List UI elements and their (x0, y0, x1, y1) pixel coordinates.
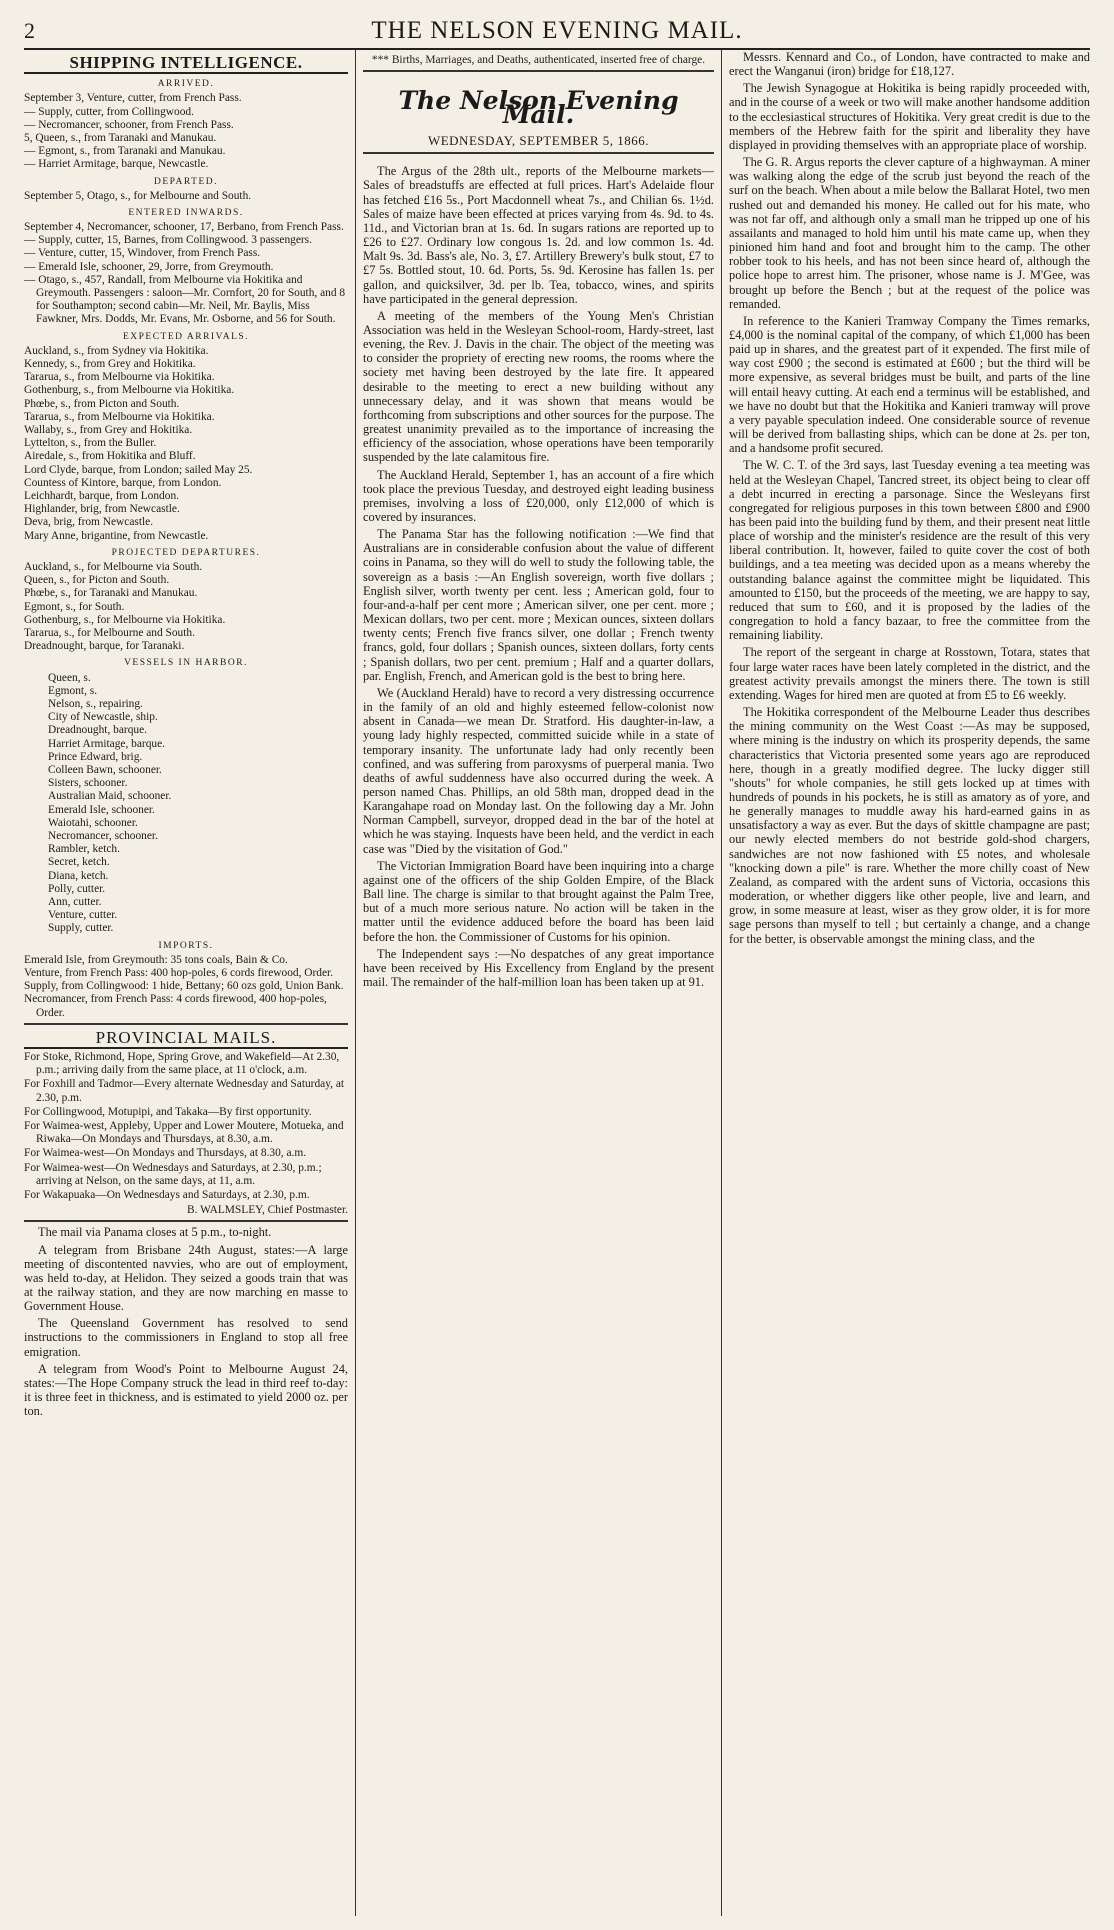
editorial-masthead: The Nelson Evening Mail. (398, 85, 679, 129)
article-paragraph: The Panama Star has the following notification :—We find that Australians are in considerable confusion about the value of different coins in Panama, so they will do well to study the following table, the sovereign as a basis :—An English sovereign, worth five dollars ; English silver, worth twenty per cent. less ; American gold, four to four-and-a-half per cent more ; American silver, one per cent. more ; Mexican dollars, two per cent. more ; Mexican ounces, sixteen dollars twenty cents; French five francs silver, one dollar ; French twenty francs, gold, four dollars ; Spanish ounces, sixteen dollars, forty cents ; Spanish dollars, two per cent. premium ; Half and a quarter dollars, par. English, French, and American gold is the best to bring here. (363, 527, 714, 683)
mail-entry: For Stoke, Richmond, Hope, Spring Grove, and Wakefield—At 2.30, p.m.; arriving daily from the same place, at 11 o'clock, a.m. (24, 1051, 340, 1077)
article-paragraph: A telegram from Wood's Point to Melbourne August 24, states:—The Hope Company struck the lead in third reef to-day: it is three feet in thickness, and is estimated to yield 2000 oz. per ton. (24, 1361, 348, 1419)
entered-head: ENTERED INWARDS. (128, 207, 244, 218)
departed-head: DEPARTED. (153, 176, 219, 187)
article-paragraph: The G. R. Argus reports the clever capture of a highwayman. A miner was walking along the edge of the scrub just beyond the reach of the surf on the beach. When about a mile below the Ballarat Hotel, two men rushed out and demanded his money. He called out for his mate, who was not far off, and although only a small man he tripped up one of his assailants and managed to hold him until his mate came up, when they pinioned him hand and foot and brought him to the camp. The other robber took to his heels, and has not been since heard of, although the police hope to arrest him. The prisoner, whose name is J. M'Gee, was brought up before the Bench ; but at the request of the police was remanded. (729, 155, 1090, 311)
vessels-head: VESSELS IN HARBOR. (124, 658, 248, 669)
vessel-entry: Emerald Isle, schooner. (48, 803, 155, 816)
import-entry: Necromancer, from French Pass: 4 cords firewood, 400 hop-poles, Order. (24, 993, 327, 1019)
vessel-entry: Sisters, schooner. (48, 777, 128, 790)
arrived-list (24, 92, 348, 171)
mails-title: PROVINCIAL MAILS. (24, 1031, 348, 1049)
expected-entry: Tararua, s., from Melbourne via Hokitika. (24, 371, 215, 384)
projected-entry: Dreadnought, barque, for Taranaki. (24, 640, 185, 653)
projected-entry: Egmont, s., for South. (24, 600, 125, 613)
article-paragraph: The report of the sergeant in charge at Rosstown, Totara, states that four large water races have been lately completed in the district, and the greatest activity prevails amongst the miners there. The town is still extending. Wages for hired men are quoted at from £5 to £6 weekly. (729, 645, 1090, 702)
article-paragraph: The mail via Panama closes at 5 p.m., to-night. (38, 1225, 272, 1240)
vessel-entry: Polly, cutter. (48, 882, 106, 895)
expected-entry: Highlander, brig, from Newcastle. (24, 503, 180, 516)
article-paragraph: Messrs. Kennard and Co., of London, have contracted to make and erect the Wanganui (iron) bridge for £18,127. (729, 50, 1090, 79)
mail-entry: For Collingwood, Motupipi, and Takaka—By first opportunity. (24, 1105, 312, 1118)
mail-entry: For Foxhill and Tadmor—Every alternate Wednesday and Saturday, at 2.30, p.m. (24, 1078, 345, 1104)
entered-list (24, 221, 348, 327)
entered-entry: — Emerald Isle, schooner, 29, Jorre, from Greymouth. (24, 260, 274, 273)
projected-entry: Tararua, s., for Melbourne and South. (24, 627, 195, 640)
vessel-entry: Colleen Bawn, schooner. (48, 764, 162, 777)
vessel-entry: Harriet Armitage, barque. (48, 737, 166, 750)
arrival-entry: 5, Queen, s., from Taranaki and Manukau. (24, 131, 217, 144)
projected-list (24, 561, 348, 653)
expected-entry: Airedale, s., from Hokitika and Bluff. (24, 450, 196, 463)
article-paragraph: A telegram from Brisbane 24th August, states:—A large meeting of discontented navvies, who are out of employment, was held to-day, at Helidon. They seized a goods train that was at the railway station, and they are now marching en masse to Government House. (24, 1242, 348, 1314)
article-paragraph: The Victorian Immigration Board have been inquiring into a charge against one of the officers of the ship Golden Empire, of the Black Ball line. The charge is similar to that brought against the Palm Tree, but of a much more serious nature. No action will be taken in the matter until the evidence adduced before the board has been laid before the hon. the Commissioner of Customs for his opinion. (363, 858, 714, 944)
arrival-entry: — Egmont, s., from Taranaki and Manukau. (24, 145, 226, 158)
expected-entry: Gothenburg, s., from Melbourne via Hokitika. (24, 384, 235, 397)
expected-list (24, 345, 348, 543)
vessel-entry: Australian Maid, schooner. (48, 790, 172, 803)
column-2-articles (363, 164, 714, 989)
mail-entry: For Wakapuaka—On Wednesdays and Saturdays, at 2.30, p.m. (24, 1189, 310, 1202)
expected-entry: Auckland, s., from Sydney via Hokitika. (24, 344, 209, 357)
column-3 (722, 50, 1090, 1916)
imports-head: IMPORTS. (158, 940, 214, 951)
postmaster-signature: B. WALMSLEY, Chief Postmaster. (187, 1204, 348, 1217)
column-1 (24, 50, 356, 1916)
article-paragraph: The Auckland Herald, September 1, has an account of a fire which took place the previous Tuesday, and destroyed eight leading business premises, involving a loss of £20,000, only £12,000 of which is covered by insurances. (363, 467, 714, 525)
entered-entry: — Supply, cutter, 15, Barnes, from Collingwood. 3 passengers. (24, 234, 312, 247)
departure-entry: September 5, Otago, s., for Melbourne and South. (24, 189, 252, 202)
article-paragraph: We (Auckland Herald) have to record a very distressing occurrence in the family of an old and highly esteemed fellow-colonist now absent in Canada—we mean Dr. Stratford. His daughter-in-law, a young lady highly respected, committed suicide while in a state of temporary insanity. The unfortunate lady had only recently been confined, and was suffering from paroxysms of puerperal mania. Two deaths of awful suddenness have also occurred during the week. A person named Chas. Phillips, an old 58th man, dropped dead in the Karangahape road on Monday last. On the following day a Mr. John Norman Campbell, surveyor, dropped dead in the bar of the hotel at which he was staying. Inquests have been held, and the verdict in each case was "Died by the visitation of God." (363, 685, 714, 856)
projected-entry: Queen, s., for Picton and South. (24, 574, 170, 587)
expected-entry: Leichhardt, barque, from London. (24, 490, 179, 503)
projected-entry: Auckland, s., for Melbourne via South. (24, 561, 203, 574)
vessel-entry: Waiotahi, schooner. (48, 816, 138, 829)
article-paragraph: The W. C. T. of the 3rd says, last Tuesday evening a tea meeting was held at the Wesleyan Chapel, Tancred street, its object being to clear off a debt incurred in erecting a parsonage. Since the Wesleyans first congregated for religious purposes in this town between £800 and £900 has been paid into the building fund by them, and their present neat little place of worship and the minister's residence are the result of this very liberal contribution. It, however, failed to quite cover the cost of both buildings, and a tea meeting was decided upon as a means whereby the outstanding balance against the committee might be liquidated. This amounted to £150, but the proceeds of the meeting, we are happy to say, reduced that sum to £60, and it is proposed by the ladies of the congregation to hold a fancy bazaar, to free the committee from the remaining liability. (729, 458, 1090, 643)
vessel-entry: Nelson, s., repairing. (48, 698, 143, 711)
vessel-entry: Rambler, ketch. (48, 843, 120, 856)
expected-entry: Phœbe, s., from Picton and South. (24, 397, 180, 410)
section-divider (24, 1023, 348, 1025)
births-notice: *** Births, Marriages, and Deaths, authenticated, inserted free of charge. (363, 54, 714, 72)
arrived-head: ARRIVED. (157, 79, 215, 90)
mail-entry: For Waimea-west—On Mondays and Thursdays, at 8.30, a.m. (24, 1147, 307, 1160)
expected-head: EXPECTED ARRIVALS. (122, 331, 250, 342)
article-paragraph: In reference to the Kanieri Tramway Company the Times remarks, £4,000 is the nominal capital of the company, of which £1,000 has been paid up in shares, and the greatest part of it expended. The first mile of way cost £900 ; the second is estimated at £600 ; but the third will be more expensive, as several bridges must be built, and parts of the line will entail heavy cutting. At each end a terminus will be established, and we have no doubt but that the Hokitika and Kanieri tramway will prove a very payable speculation indeed. One considerable source of revenue will be derived from ballasting ships, which can be done at 2s. per ton, and a handsome profit secured. (729, 313, 1090, 456)
arrival-entry: — Harriet Armitage, barque, Newcastle. (24, 158, 209, 171)
expected-entry: Deva, brig, from Newcastle. (24, 516, 154, 529)
projected-entry: Phœbe, s., for Taranaki and Manukau. (24, 587, 198, 600)
entered-entry: September 4, Necromancer, schooner, 17, Berbano, from French Pass. (24, 221, 344, 234)
entered-entry: — Venture, cutter, 15, Windover, from French Pass. (24, 247, 261, 260)
vessel-entry: Secret, ketch. (48, 856, 110, 869)
arrival-entry: — Supply, cutter, from Collingwood. (24, 105, 194, 118)
expected-entry: Wallaby, s., from Grey and Hokitika. (24, 424, 193, 437)
import-entry: Venture, from French Pass: 400 hop-poles, 6 cords firewood, Order. (24, 967, 334, 980)
column-2 (356, 50, 722, 1916)
masthead (24, 14, 1090, 50)
arrival-entry: — Necromancer, schooner, from French Pass. (24, 118, 234, 131)
expected-entry: Mary Anne, brigantine, from Newcastle. (24, 529, 209, 542)
imports-list (24, 954, 348, 1020)
entered-entry: — Otago, s., 457, Randall, from Melbourne via Hokitika and Greymouth. Passengers : saloon—Mr. Cornfort, 20 for South, and 8 for Southampton; second cabin—Mr. Neil, Mr. Baylis, Miss Fawkner, Mrs. Dodds, Mr. Evans, Mr. Osborne, and 56 for South. (24, 273, 346, 326)
expected-entry: Countess of Kintore, barque, from London. (24, 476, 222, 489)
projected-head: PROJECTED DEPARTURES. (111, 547, 261, 558)
section-divider (24, 1220, 348, 1222)
column-3-articles (729, 50, 1090, 946)
article-paragraph: The Independent says :—No despatches of any great importance have been received by His Excellency from England by the present mail. The remainder of the half-million loan has been taken up at 91. (363, 946, 714, 990)
article-paragraph: The Argus of the 28th ult., reports of the Melbourne markets—Sales of breadstuffs are effected at full prices. Hart's Adelaide flour has fetched £16 5s., Port Macdonnell wheat 7s., and Chilian 6s. 1½d. Sales of maize have been effected at prices varying from 4s. 9d. to 4s. 11d., and Victorian bran at 1s. 6d. In sugars rations are reported up to £26 to £27. Ordinary low congous 1s. 2d. and low common 1s. 4d. Malt 9s. 3d. Bass's ale, No. 3, £7. Artillery Brewery's bulk stout, £7 to £7 5s. Bottled stout, 10. 6d. Ports, 5s. 9d. Kerosine has fallen 1s. per gallon, and quicksilver, 3d. per lb. Tea, tobacco, wines, and spirits have participated in the general depression. (363, 164, 714, 306)
article-paragraph: A meeting of the members of the Young Men's Christian Association was held in the Wesleyan School-room, Hardy-street, last evening, the Rev. J. Davis in the chair. The object of the meeting was to consider the propriety of erecting new rooms, the rooms where the society met having been destroyed by the late fire. It appeared desirable to the meeting to erect a new building without any unnecessary delay, and it was shown that means would be forthcoming from subscriptions and other sources for the purpose. The greatest unanimity prevailed as to the importance of increasing the efficiency of the association, whose operations have been temporarily suspended by the late calamitous fire. (363, 308, 714, 465)
article-paragraph: The Queensland Government has resolved to send instructions to the commissioners in England to stop all free emigration. (24, 1316, 348, 1359)
mails-list (24, 1051, 348, 1202)
dateline: WEDNESDAY, SEPTEMBER 5, 1866. (363, 134, 714, 154)
vessel-entry: Diana, ketch. (48, 869, 109, 882)
expected-entry: Lord Clyde, barque, from London; sailed May 25. (24, 463, 253, 476)
article-paragraph: The Jewish Synagogue at Hokitika is being rapidly proceeded with, and in the course of a week or two will make another handsome addition to the ecclesiastical structures of Hokitika. Very great credit is due to the members of the Hebrew faith for the spirit and liberality they have displayed in providing themselves with an appropriate place of worship. (729, 81, 1090, 152)
vessel-entry: Dreadnought, barque. (48, 724, 148, 737)
column-1-articles (24, 1225, 348, 1418)
article-paragraph: The Hokitika correspondent of the Melbourne Leader thus describes the mining community on the West Coast :—As may be supposed, where mining is the industry on which its prosperity depends, the same characteristics that Victoria presented some years ago are reproduced here, though in a greatly modified degree. The lucky digger still "shouts" for whole companies, he still gets locked up at times with hundreds of pounds in his pockets, he is still as amatory as of yore, and he generally manages to muddle away his hard-earned gains in as unsatisfactory a way as ever. But the days of skittle champagne are past; our newly elected members do not bestride gold-shod chargers, sandwiches are not now fashioned with £5 notes, and wholesale "knocking down a pile" is rare. Whether the more chilly coast of New Zealand, as compared with the ardent suns of Victoria, occasions this moderation, or whether diggers like other people, live and learn, and grow, in some measure at least, wiser as they grow older, it is for more sage persons than myself to tell ; but certainly a change, and a change for the better, is observable amongst the mining class, and the (729, 705, 1090, 946)
vessel-entry: Venture, cutter. (48, 909, 118, 922)
mail-entry: For Waimea-west, Appleby, Upper and Lower Moutere, Motueka, and Riwaka—On Mondays and Thursdays, at 8.30, a.m. (24, 1120, 344, 1146)
columns (24, 50, 1090, 1916)
vessel-entry: City of Newcastle, ship. (48, 711, 158, 724)
projected-entry: Gothenburg, s., for Melbourne via Hokitika. (24, 613, 226, 626)
page-number: 2 (24, 18, 35, 43)
shipping-title: SHIPPING INTELLIGENCE. (24, 56, 348, 74)
import-entry: Supply, from Collingwood: 1 hide, Bettany; 60 ozs gold, Union Bank. (24, 980, 344, 993)
vessel-entry: Necromancer, schooner. (48, 830, 158, 843)
departed-list (24, 190, 348, 203)
expected-entry: Kennedy, s., from Grey and Hokitika. (24, 358, 196, 371)
vessels-list (24, 672, 348, 936)
mail-entry: For Waimea-west—On Wednesdays and Saturdays, at 2.30, p.m.; arriving at Nelson, on the same days, at 11, a.m. (24, 1161, 322, 1187)
vessel-entry: Ann, cutter. (48, 896, 102, 909)
expected-entry: Lyttelton, s., from the Buller. (24, 437, 157, 450)
arrival-entry: September 3, Venture, cutter, from French Pass. (24, 92, 242, 105)
vessel-entry: Supply, cutter. (48, 922, 114, 935)
import-entry: Emerald Isle, from Greymouth: 35 tons coals, Bain & Co. (24, 953, 288, 966)
vessel-entry: Queen, s. (48, 671, 91, 684)
vessel-entry: Prince Edward, brig. (48, 750, 143, 763)
paper-title: THE NELSON EVENING MAIL. (371, 17, 743, 44)
expected-entry: Tararua, s., from Melbourne via Hokitika. (24, 410, 215, 423)
vessel-entry: Egmont, s. (48, 684, 98, 697)
